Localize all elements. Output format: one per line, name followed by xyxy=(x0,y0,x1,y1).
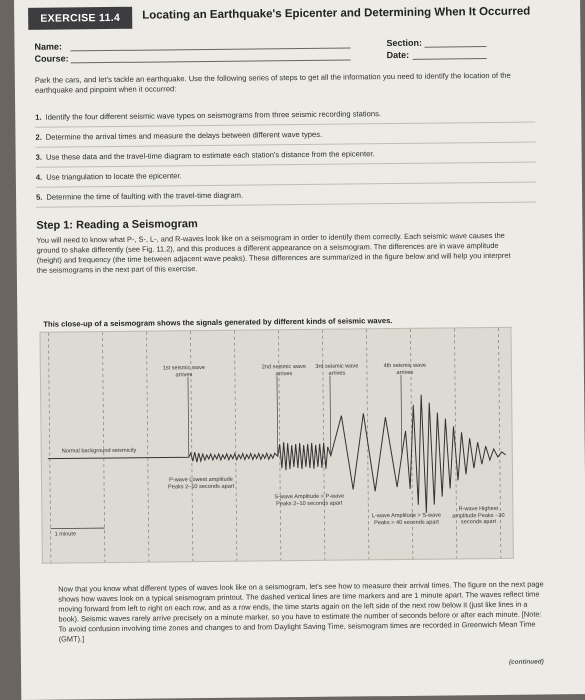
step-text: Use triangulation to locate the epicenter. xyxy=(46,171,182,182)
step-number: 1. xyxy=(35,112,42,122)
step-text: Identify the four different seismic wave types on seismograms from three seismic recording stations. xyxy=(45,109,381,122)
seismogram-trace xyxy=(40,328,512,563)
step-text: Determine the time of faulting with the travel-time diagram. xyxy=(46,190,244,202)
seismogram-figure xyxy=(39,327,513,564)
rwave-label: R-wave Highest amplitude Peaks ~20 seconds apart xyxy=(452,505,505,526)
lwave-label: L-wave Amplitude > S-wave Peaks > 40 seconds apart xyxy=(371,512,442,526)
step-number: 2. xyxy=(35,132,42,142)
workbook-page xyxy=(14,0,585,700)
arrival-pointers xyxy=(188,375,402,457)
swave-label: S-wave Amplitude > P-wave Peaks 2–10 seconds apart xyxy=(274,493,345,507)
name-line[interactable] xyxy=(71,47,351,51)
intro-text: Park the cars, and let's tackle an earthquake. Use the following series of steps to get all the information you need to identify the location of the earthquake and pinpoint when it occurred: xyxy=(34,70,511,95)
figure-caption: This close-up of a seismogram shows the signals generated by different kinds of seismic waves. xyxy=(43,316,393,329)
section-line[interactable] xyxy=(425,46,487,48)
bottom-paragraph: Now that you know what different types of waves look like on a seismogram, let's see how to measure their arrival times. The figure on the next page shows how waves look on a typical seismogram printout. The dashed vertical lines are time markers and are 1 minute apart. The waves reflect time moving forward from left to right on each row, and as a row ends, the time starts again on the left side of the next row below it (just like lines in a book). Seismic waves rarely arrive precisely on a minute marker, so you have to estimate the number of seconds before or after each minute. [Note: To avoid confusion involving time zones and changes to and from Daylight Saving Time, seismogram times are recorded in Greenwich Mean Time (GMT).] xyxy=(58,579,544,644)
name-label: Name: xyxy=(34,41,63,52)
step1-heading: Step 1: Reading a Seismogram xyxy=(36,218,198,232)
continued-note: (continued) xyxy=(508,658,544,666)
exercise-title: Locating an Earthquake's Epicenter and Determining When It Occurred xyxy=(142,5,531,22)
steps-list xyxy=(35,103,536,208)
exercise-badge: EXERCISE 11.4 xyxy=(28,7,132,30)
course-line[interactable] xyxy=(71,59,351,63)
arrival-label-3: 3rd seismic wave arrives xyxy=(315,363,359,377)
step-text: Determine the arrival times and measure the delays between different wave types. xyxy=(45,129,323,142)
step1-paragraph: You will need to know what P-, S-, L-, and R-waves look like on a seismogram in order to identify them correctly. Each seismic wave causes the ground to shake differently (see Fig. 11.2), and this produces a different appearance on a seismogram. The differences are in wave amplitude (height) and frequency (the time between adjacent wave peaks). These differences are summarized in the figure below and will help you interpret the seismograms in the next part of this exercise. xyxy=(36,230,511,275)
step-number: 3. xyxy=(35,152,43,162)
section-label: Section: xyxy=(386,37,423,49)
arrival-label-4: 4th seismic wave arrives xyxy=(383,362,427,376)
minute-markers xyxy=(48,328,500,563)
step-number: 4. xyxy=(35,172,43,182)
course-label: Course: xyxy=(34,53,69,64)
step-number: 5. xyxy=(36,192,43,202)
exercise-header xyxy=(28,2,548,29)
arrival-label-1: 1st seismic wave arrives xyxy=(162,365,206,378)
date-label: Date: xyxy=(386,49,410,61)
background-label: Normal background seismicity xyxy=(61,447,137,455)
step-item xyxy=(36,183,536,208)
arrival-label-2: 2nd seismic wave arrives xyxy=(261,363,306,377)
step-text: Use these data and the travel-time diagram to estimate each station's distance from the epicenter. xyxy=(45,149,375,162)
pwave-label: P-wave Lowest amplitude Peaks 2–10 seconds apart xyxy=(167,476,235,491)
date-line[interactable] xyxy=(413,58,487,60)
minute-label: 1 minute xyxy=(54,531,77,538)
minute-scale-bar xyxy=(51,528,105,529)
